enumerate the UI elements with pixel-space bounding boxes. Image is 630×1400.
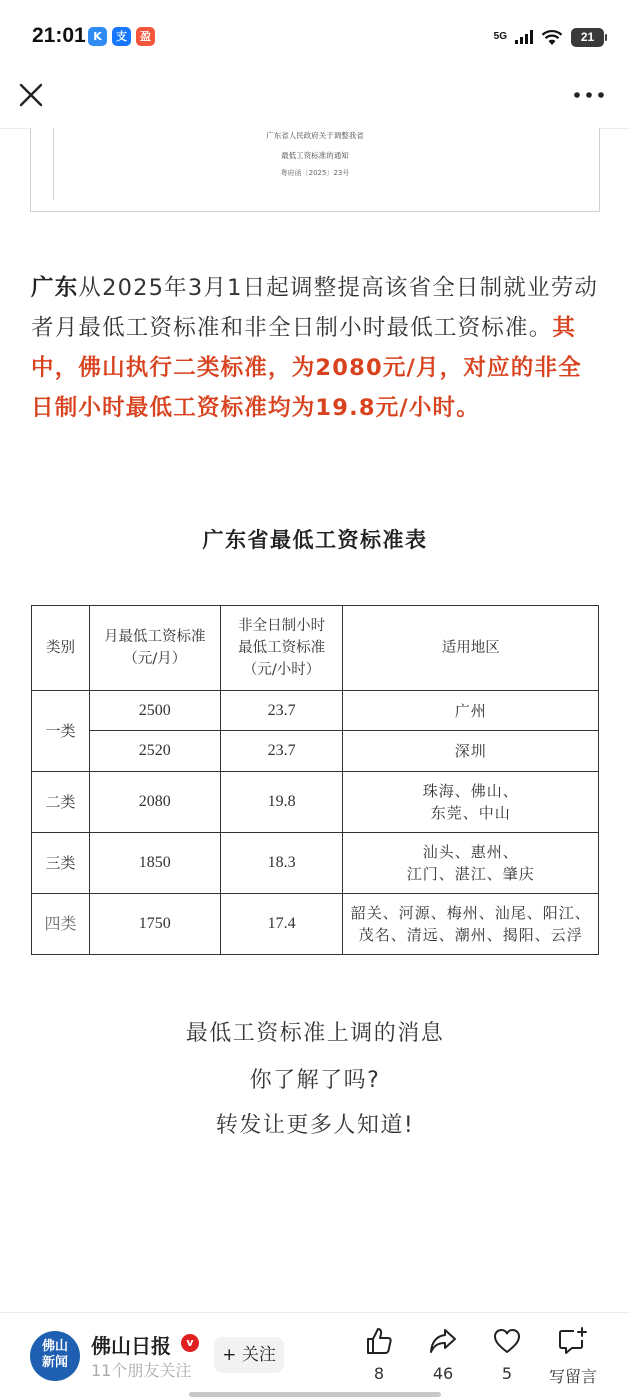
closing-line: 你了解了吗? xyxy=(249,1068,381,1093)
favorite-count: 5 xyxy=(501,1364,513,1383)
closing-line: 最低工资标准上调的消息 xyxy=(185,1021,445,1046)
cell-region: 珠海、佛山、 东莞、中山 xyxy=(343,772,599,833)
status-time: 21:01 xyxy=(32,24,86,47)
comment-label: 写留言 xyxy=(548,1367,597,1386)
like-count: 8 xyxy=(373,1364,385,1383)
cell-region: 广州 xyxy=(343,691,599,731)
home-indicator[interactable] xyxy=(189,1392,441,1397)
wage-table xyxy=(31,605,599,955)
more-button[interactable] xyxy=(572,83,606,107)
article-lead: 广东 xyxy=(31,275,79,301)
table-title: 广东省最低工资标准表 xyxy=(202,528,428,552)
cell-category: 二类 xyxy=(32,772,90,833)
cell-monthly: 2500 xyxy=(89,691,220,731)
cell-hourly: 18.3 xyxy=(220,833,343,894)
network-type: 5G xyxy=(493,31,507,42)
close-icon xyxy=(16,80,46,110)
table-row xyxy=(32,691,599,731)
document-title-line: 最低工资标准的通知 xyxy=(281,151,349,160)
cell-monthly: 1850 xyxy=(89,833,220,894)
avatar-text: 新闻 xyxy=(41,1355,68,1370)
header-hourly: 非全日制小时 最低工资标准 （元/小时） xyxy=(220,606,343,691)
avatar[interactable] xyxy=(30,1331,80,1381)
table-row xyxy=(32,894,599,955)
cell-category: 一类 xyxy=(32,691,90,772)
more-icon xyxy=(572,83,606,107)
heart-icon xyxy=(492,1326,522,1356)
article-body: 从2025年3月1日起调整提高该省全日制就业劳动者月最低工资标准和非全日制小时最低工资标准。 xyxy=(31,275,599,341)
thumbs-up-icon xyxy=(364,1326,394,1356)
cell-monthly: 2080 xyxy=(89,772,220,833)
follow-button[interactable]: + 关注 xyxy=(214,1337,284,1373)
cell-hourly: 17.4 xyxy=(220,894,343,955)
article-highlight: 其中，佛山执行二类标准，为2080元/月，对应的非全日制小时最低工资标准均为19.8元/小时。 xyxy=(31,315,582,421)
rewards-app-icon: 盈 xyxy=(136,27,155,46)
table-row xyxy=(32,833,599,894)
table-header-row xyxy=(32,606,599,691)
cell-category: 三类 xyxy=(32,833,90,894)
header-region: 适用地区 xyxy=(343,606,599,691)
close-button[interactable] xyxy=(16,80,46,110)
article-paragraph xyxy=(31,268,603,428)
status-indicators xyxy=(494,26,604,48)
table-row xyxy=(32,772,599,833)
cell-hourly: 23.7 xyxy=(220,691,343,731)
friends-following: 11个朋友关注 xyxy=(91,1361,192,1380)
cell-hourly: 23.7 xyxy=(220,731,343,772)
status-bar xyxy=(0,0,630,70)
document-title-line: 广东省人民政府关于调整我省 xyxy=(266,131,364,140)
header-monthly: 月最低工资标准 （元/月） xyxy=(89,606,220,691)
table-row xyxy=(32,731,599,772)
bottom-divider xyxy=(0,1312,630,1313)
cell-region: 深圳 xyxy=(343,731,599,772)
account-name[interactable]: 佛山日报 xyxy=(91,1334,171,1358)
alipay-icon: 支 xyxy=(112,27,131,46)
kugou-icon: K xyxy=(88,27,107,46)
cell-hourly: 19.8 xyxy=(220,772,343,833)
cell-region: 汕头、惠州、 江门、湛江、肇庆 xyxy=(343,833,599,894)
cell-region: 韶关、河源、梅州、汕尾、阳江、 茂名、清远、潮州、揭阳、云浮 xyxy=(343,894,599,955)
avatar-text: 佛山 xyxy=(41,1339,68,1354)
comment-icon xyxy=(557,1326,589,1356)
signal-icon xyxy=(515,30,533,44)
header-category: 类别 xyxy=(32,606,90,691)
wifi-icon xyxy=(541,29,563,46)
closing-line: 转发让更多人知道! xyxy=(215,1113,415,1138)
share-count: 46 xyxy=(432,1364,454,1383)
cell-monthly: 1750 xyxy=(89,894,220,955)
share-icon xyxy=(428,1326,458,1356)
battery-icon: 21 xyxy=(571,28,604,47)
cell-category: 四类 xyxy=(32,894,90,955)
document-image[interactable] xyxy=(30,128,600,212)
document-number: 粤府函〔2025〕23号 xyxy=(280,169,350,177)
cell-monthly: 2520 xyxy=(89,731,220,772)
comment-button[interactable] xyxy=(533,1326,613,1387)
verified-badge-icon: v xyxy=(181,1334,199,1352)
